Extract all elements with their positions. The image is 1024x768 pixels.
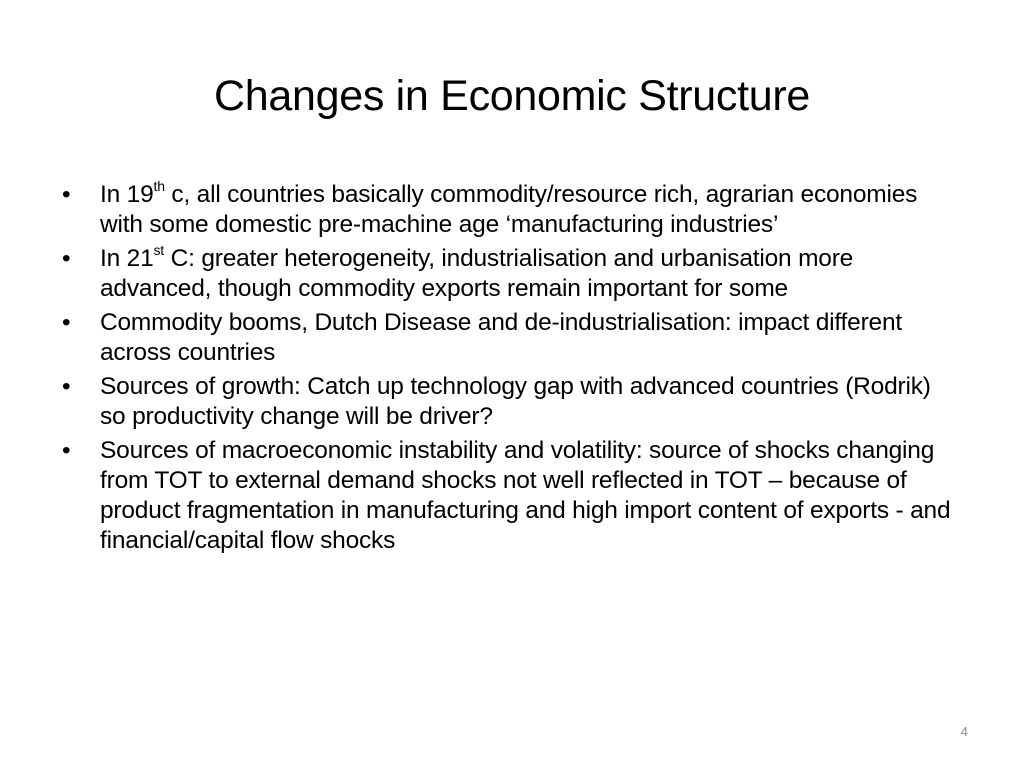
- bullet-icon: •: [62, 245, 71, 272]
- bullet-text: Sources of macroeconomic instability and volatility: source of shocks changing from TOT to external demand shocks not well reflected in TOT – because of product fragmentation in manufacturing and high import content of exports - and financial/capital flow shocks: [100, 437, 951, 554]
- ordinal-suffix: st: [153, 241, 164, 258]
- bullet-list: [58, 177, 958, 560]
- bullet-icon: •: [62, 181, 71, 208]
- bullet-icon: •: [62, 309, 71, 336]
- bullet-text-prefix: In 19: [100, 181, 154, 208]
- bullet-item-commodity-booms: [58, 308, 958, 368]
- bullet-item-sources-of-growth: [58, 372, 958, 432]
- bullet-icon: •: [62, 437, 71, 464]
- bullet-text: C: greater heterogeneity, industrialisation and urbanisation more advanced, though commodity exports remain important for some: [100, 245, 854, 302]
- bullet-item-21st-century: [58, 241, 958, 304]
- bullet-text: Sources of growth: Catch up technology gap with advanced countries (Rodrik) so productivity change will be driver?: [100, 373, 931, 430]
- bullet-text: Commodity booms, Dutch Disease and de-industrialisation: impact different across countries: [100, 309, 902, 366]
- page-number: 4: [960, 724, 968, 739]
- bullet-item-19th-century: [58, 177, 958, 240]
- bullet-text: c, all countries basically commodity/resource rich, agrarian economies with some domestic pre-machine age ‘manufacturing industries’: [100, 181, 918, 238]
- ordinal-suffix: th: [153, 177, 165, 194]
- bullet-item-macro-instability: [58, 436, 958, 556]
- bullet-text-prefix: In 21: [100, 245, 154, 272]
- bullet-icon: •: [62, 373, 71, 400]
- slide-title: Changes in Economic Structure: [214, 72, 810, 120]
